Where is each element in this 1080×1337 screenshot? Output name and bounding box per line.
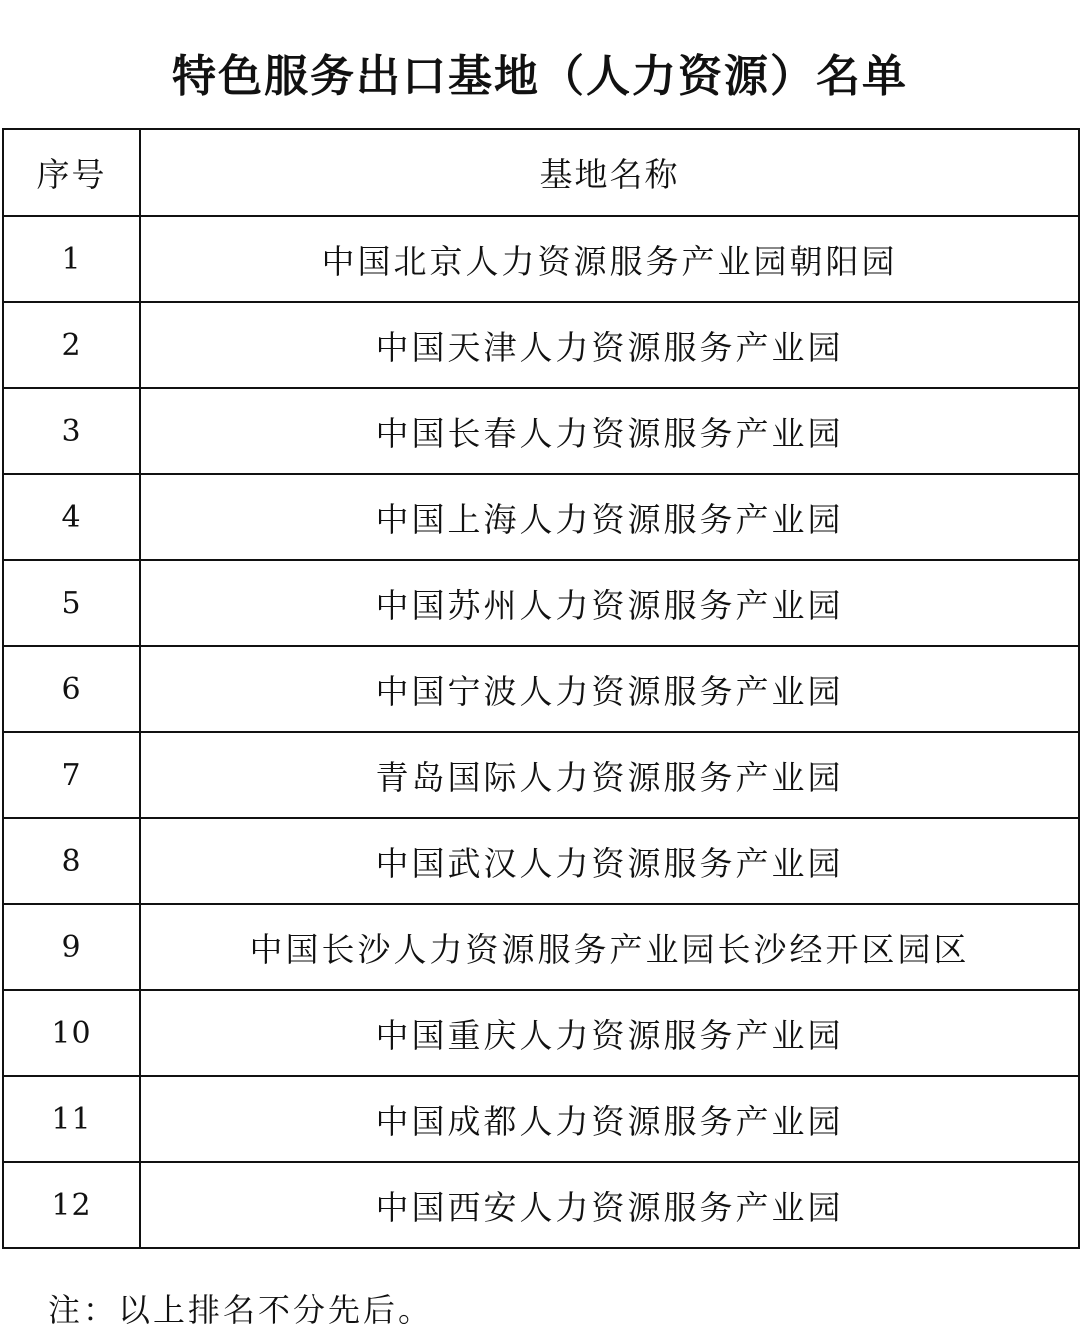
row-number: 8 <box>3 818 140 904</box>
row-number: 12 <box>3 1162 140 1248</box>
header-serial-number: 序号 <box>3 129 140 216</box>
row-base-name: 中国宁波人力资源服务产业园 <box>140 646 1079 732</box>
row-number: 3 <box>3 388 140 474</box>
row-base-name: 中国北京人力资源服务产业园朝阳园 <box>140 216 1079 302</box>
table-row <box>3 1076 1079 1162</box>
row-number: 9 <box>3 904 140 990</box>
table-row <box>3 474 1079 560</box>
row-base-name: 中国长沙人力资源服务产业园长沙经开区园区 <box>140 904 1079 990</box>
page-title: 特色服务出口基地（人力资源）名单 <box>172 51 908 102</box>
row-number: 11 <box>3 1076 140 1162</box>
row-base-name: 中国苏州人力资源服务产业园 <box>140 560 1079 646</box>
row-base-name: 中国天津人力资源服务产业园 <box>140 302 1079 388</box>
header-base-name: 基地名称 <box>140 129 1079 216</box>
row-base-name: 中国长春人力资源服务产业园 <box>140 388 1079 474</box>
row-number: 5 <box>3 560 140 646</box>
row-number: 1 <box>3 216 140 302</box>
table-row <box>3 990 1079 1076</box>
row-base-name: 青岛国际人力资源服务产业园 <box>140 732 1079 818</box>
table-row <box>3 732 1079 818</box>
row-number: 2 <box>3 302 140 388</box>
table-row <box>3 904 1079 990</box>
row-base-name: 中国武汉人力资源服务产业园 <box>140 818 1079 904</box>
table-row <box>3 302 1079 388</box>
table-row <box>3 388 1079 474</box>
table-header-row <box>3 129 1079 216</box>
row-base-name: 中国重庆人力资源服务产业园 <box>140 990 1079 1076</box>
row-base-name: 中国上海人力资源服务产业园 <box>140 474 1079 560</box>
table-row <box>3 646 1079 732</box>
row-number: 10 <box>3 990 140 1076</box>
row-number: 6 <box>3 646 140 732</box>
row-base-name: 中国西安人力资源服务产业园 <box>140 1162 1079 1248</box>
table-row <box>3 818 1079 904</box>
table-row <box>3 1162 1079 1248</box>
row-base-name: 中国成都人力资源服务产业园 <box>140 1076 1079 1162</box>
footnote: 注：以上排名不分先后。 <box>48 1291 434 1329</box>
table-row <box>3 560 1079 646</box>
row-number: 4 <box>3 474 140 560</box>
row-number: 7 <box>3 732 140 818</box>
base-list-table <box>2 128 1080 1249</box>
table-row <box>3 216 1079 302</box>
